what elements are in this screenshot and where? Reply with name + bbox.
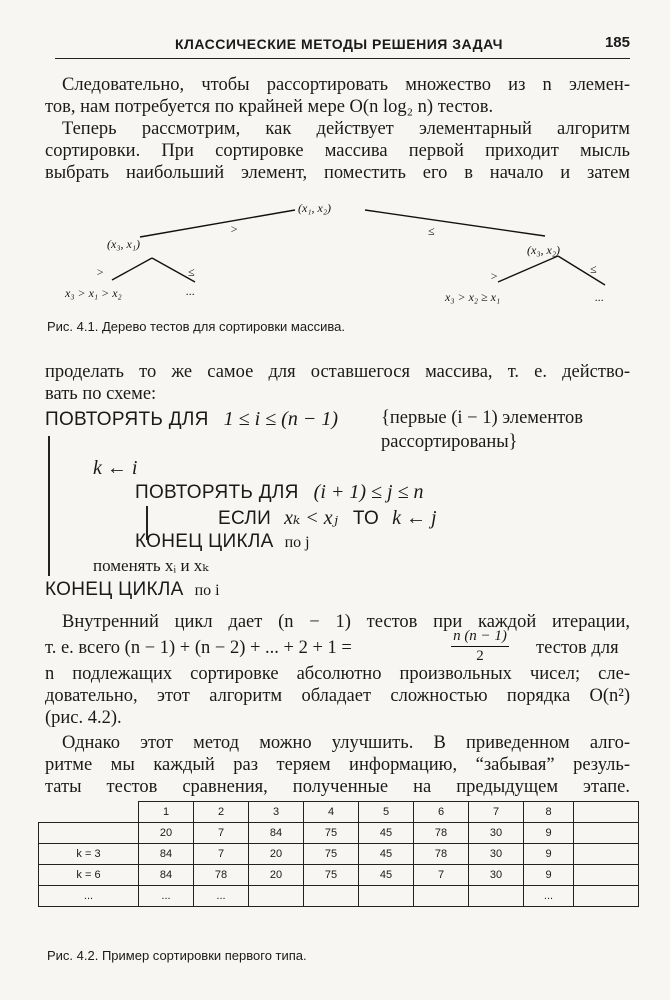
table-cell bbox=[574, 886, 639, 907]
algorithm-line bbox=[45, 578, 220, 601]
text-line: тестов для bbox=[536, 638, 619, 658]
text-line: n подлежащих сортировке абсолютно произвольных чисел; сле- bbox=[45, 664, 630, 684]
tree-right-leaf-label: x₃ > x₂ ≥ x₁ bbox=[445, 290, 501, 304]
table-cell: 30 bbox=[469, 865, 524, 886]
table-cell bbox=[574, 865, 639, 886]
text-line: сортировки. При сортировке массива первой приходит мысль bbox=[45, 141, 630, 161]
table-cell: 30 bbox=[469, 823, 524, 844]
table-cell bbox=[574, 844, 639, 865]
table-cell: 30 bbox=[469, 844, 524, 865]
text-line: (рис. 4.2). bbox=[45, 708, 122, 728]
text-line: Однако этот метод можно улучшить. В приведенном алго- bbox=[62, 733, 630, 753]
table-header-row bbox=[39, 802, 639, 823]
keyword-repeat-for: ПОВТОРЯТЬ ДЛЯ bbox=[135, 482, 299, 503]
table-cell: 20 bbox=[249, 844, 304, 865]
fraction-numerator: n (n − 1) bbox=[453, 628, 507, 644]
table-cell: 6 bbox=[414, 802, 469, 823]
text-line: ритме мы каждый раз теряем информацию, “забывая” резуль- bbox=[45, 755, 630, 775]
table-cell: 78 bbox=[414, 823, 469, 844]
table-cell: 9 bbox=[524, 844, 574, 865]
tree-edge bbox=[558, 256, 605, 285]
keyword-then: ТО bbox=[352, 508, 380, 529]
algorithm-line bbox=[218, 505, 437, 530]
text-line: проделать то же самое для оставшегося массива, т. е. действо- bbox=[45, 362, 630, 382]
table-cell: 45 bbox=[359, 865, 414, 886]
text-line: т. е. всего (n − 1) + (n − 2) + ... + 2 + 1 = bbox=[45, 638, 352, 658]
figure-caption: Рис. 4.1. Дерево тестов для сортировки массива. bbox=[47, 319, 345, 334]
table-cell bbox=[39, 823, 139, 844]
fraction-denominator: 2 bbox=[476, 648, 484, 664]
table-cell bbox=[39, 802, 139, 823]
text-line: Внутренний цикл дает (n − 1) тестов при каждой итерации, bbox=[62, 612, 630, 632]
page-header bbox=[55, 34, 630, 59]
table-cell bbox=[304, 886, 359, 907]
table-cell: ... bbox=[139, 886, 194, 907]
table-cell: ... bbox=[524, 886, 574, 907]
tree-left-leaf-label: x₃ > x₁ > x₂ bbox=[65, 286, 122, 300]
table-cell: 9 bbox=[524, 823, 574, 844]
algorithm-comment: рассортированы} bbox=[381, 432, 518, 452]
tree-edge bbox=[112, 258, 152, 280]
table-cell: k = 6 bbox=[39, 865, 139, 886]
tree-edge-gt-label: > bbox=[490, 269, 499, 283]
table-cell: ... bbox=[39, 886, 139, 907]
tree-root-label: (x₁, x₂) bbox=[298, 201, 331, 215]
table-cell: 7 bbox=[194, 823, 249, 844]
table-cell: 2 bbox=[194, 802, 249, 823]
table-row bbox=[39, 823, 639, 844]
tree-edge-le-label: ≤ bbox=[428, 224, 435, 238]
loop-range: (i + 1) ≤ j ≤ n bbox=[313, 481, 424, 503]
tree-edge bbox=[140, 210, 295, 237]
table-cell: 3 bbox=[249, 802, 304, 823]
table-cell: 84 bbox=[139, 865, 194, 886]
tree-edge-gt-label: > bbox=[230, 222, 239, 236]
tree-edge-gt-label: > bbox=[96, 265, 105, 279]
table-cell: 75 bbox=[304, 865, 359, 886]
table-cell: 20 bbox=[139, 823, 194, 844]
table-row bbox=[39, 886, 639, 907]
keyword-end-loop: КОНЕЦ ЦИКЛА bbox=[45, 579, 184, 600]
tree-right-node-label: (x₃, x₂) bbox=[527, 243, 560, 257]
table-row bbox=[39, 865, 639, 886]
table-cell: k = 3 bbox=[39, 844, 139, 865]
text-line: таты тестов сравнения, полученные на предыдущем этапе. bbox=[45, 777, 630, 797]
table-cell: 5 bbox=[359, 802, 414, 823]
tree-edge bbox=[365, 210, 545, 236]
text-line: Теперь рассмотрим, как действует элементарный алгоритм bbox=[62, 119, 630, 139]
keyword-end-loop: КОНЕЦ ЦИКЛА bbox=[135, 531, 274, 552]
table-cell: 1 bbox=[139, 802, 194, 823]
tree-edge-le-label: ≤ bbox=[188, 265, 195, 279]
text-line: довательно, этот алгоритм обладает сложностью порядка O(n²) bbox=[45, 686, 630, 706]
table-cell: 4 bbox=[304, 802, 359, 823]
table-cell: 78 bbox=[414, 844, 469, 865]
keyword-if: ЕСЛИ bbox=[218, 508, 272, 529]
tree-edge bbox=[498, 256, 558, 282]
text-line: вать по схеме: bbox=[45, 384, 157, 404]
table-cell: 20 bbox=[249, 865, 304, 886]
loop-range: 1 ≤ i ≤ (n − 1) bbox=[223, 408, 338, 430]
figure-caption: Рис. 4.2. Пример сортировки первого типа. bbox=[47, 948, 307, 963]
page-number: 185 bbox=[604, 34, 630, 51]
table-cell bbox=[414, 886, 469, 907]
test-tree-diagram bbox=[0, 190, 670, 315]
table-cell: 45 bbox=[359, 844, 414, 865]
algorithm-assign: k ← i bbox=[93, 457, 138, 479]
table-cell: 45 bbox=[359, 823, 414, 844]
loop-variable: по j bbox=[284, 534, 310, 551]
action: k ← j bbox=[392, 507, 437, 529]
text-line: выбрать наибольший элемент, поместить его в начало и затем bbox=[45, 163, 630, 183]
tree-edge-le-label: ≤ bbox=[590, 262, 597, 276]
table-cell: 84 bbox=[139, 844, 194, 865]
table-cell bbox=[359, 886, 414, 907]
table-cell: 84 bbox=[249, 823, 304, 844]
tree-ellipsis: ... bbox=[186, 284, 195, 298]
keyword-repeat-for: ПОВТОРЯТЬ ДЛЯ bbox=[45, 409, 209, 430]
table-cell bbox=[469, 886, 524, 907]
outer-loop-bar bbox=[48, 436, 50, 576]
fraction-bar bbox=[451, 646, 509, 647]
table-cell: 7 bbox=[469, 802, 524, 823]
sorting-example-table bbox=[38, 801, 639, 907]
table-cell: 78 bbox=[194, 865, 249, 886]
algorithm-comment: {первые (i − 1) элементов bbox=[381, 408, 583, 428]
text-line: Следовательно, чтобы рассортировать множество из n элемен- bbox=[62, 75, 630, 95]
tree-ellipsis: ... bbox=[595, 290, 604, 304]
algorithm-line bbox=[135, 530, 310, 553]
running-title: КЛАССИЧЕСКИЕ МЕТОДЫ РЕШЕНИЯ ЗАДАЧ bbox=[175, 36, 503, 52]
table-cell: 75 bbox=[304, 823, 359, 844]
table-row bbox=[39, 844, 639, 865]
condition: xₖ < xⱼ bbox=[284, 507, 338, 529]
loop-variable: по i bbox=[194, 582, 220, 599]
text-line: тов, нам потребуется по крайней мере O(n log₂ n) тестов. bbox=[45, 97, 494, 117]
table-cell: 8 bbox=[524, 802, 574, 823]
algorithm-line bbox=[45, 408, 338, 431]
table-cell bbox=[574, 802, 639, 823]
table-cell: 7 bbox=[194, 844, 249, 865]
table-cell: ... bbox=[194, 886, 249, 907]
table-cell: 7 bbox=[414, 865, 469, 886]
table-cell bbox=[574, 823, 639, 844]
tree-left-node-label: (x₃, x₁) bbox=[107, 237, 140, 251]
table-cell: 75 bbox=[304, 844, 359, 865]
algorithm-swap: поменять xᵢ и xₖ bbox=[93, 556, 209, 575]
table-cell bbox=[249, 886, 304, 907]
algorithm-line bbox=[135, 481, 424, 504]
table-cell: 9 bbox=[524, 865, 574, 886]
